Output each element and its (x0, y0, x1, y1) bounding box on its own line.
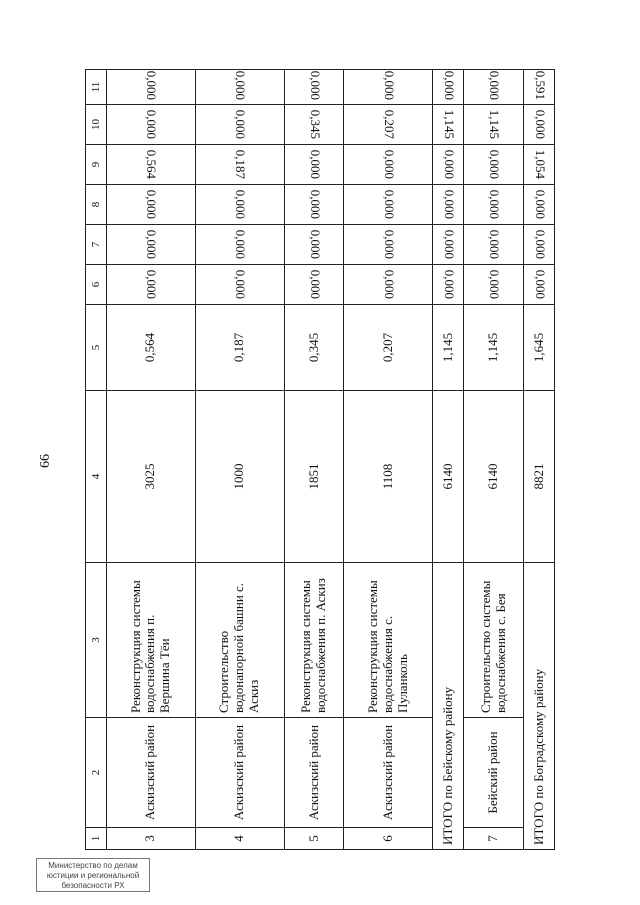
value-cell (284, 185, 344, 225)
row-number: 6 (344, 828, 433, 850)
value-cell (195, 105, 284, 145)
value-cell (433, 185, 464, 225)
value-cell: 1,145 (464, 305, 524, 391)
value-text: 0,000 (307, 269, 323, 300)
value-text: 0,000 (441, 269, 457, 300)
value-cell (433, 265, 464, 305)
value-text: 0,000 (381, 149, 397, 180)
value-text: 0,000 (532, 269, 548, 300)
value-cell (344, 105, 433, 145)
value-text: 0,000 (233, 189, 249, 220)
value-cell (195, 185, 284, 225)
value-text: 0,000 (144, 109, 160, 140)
value-cell: 0,207 (344, 305, 433, 391)
value-cell: 1,145 (433, 305, 464, 391)
header-cell: 11 (86, 70, 107, 105)
value-cell (195, 70, 284, 105)
value-text: 0,000 (233, 70, 249, 100)
value-cell (195, 145, 284, 185)
value-cell (107, 265, 196, 305)
value-cell (464, 225, 524, 265)
value-text: 0,000 (233, 229, 249, 260)
value-cell (284, 105, 344, 145)
value-cell: 0,345 (284, 305, 344, 391)
value-text: 0,000 (487, 269, 503, 300)
value-cell (195, 265, 284, 305)
value-cell (464, 145, 524, 185)
row-number: 7 (464, 828, 524, 850)
value-text: 0,000 (144, 70, 160, 100)
value-text: 0,000 (144, 269, 160, 300)
value-text: 0,000 (307, 229, 323, 260)
value-cell (107, 105, 196, 145)
value-text: 0,000 (144, 189, 160, 220)
value-text: 0,000 (487, 70, 503, 100)
value-text: 0,000 (381, 189, 397, 220)
value-cell (433, 105, 464, 145)
value-text: 1,145 (441, 109, 457, 140)
stamp-line: Министерство по делам (48, 861, 138, 870)
total-row-beya (433, 70, 464, 850)
project-cell: Строительство водонапорной башни с. Аскиз (195, 563, 284, 718)
table-row (107, 70, 196, 850)
value-text: 1,145 (487, 109, 503, 140)
value-text: 0,000 (487, 229, 503, 260)
header-cell: 6 (86, 265, 107, 305)
value-text: 0,000 (532, 189, 548, 220)
table-row (344, 70, 433, 850)
row-number: 5 (284, 828, 344, 850)
value-cell (433, 70, 464, 105)
value-cell: 1108 (344, 391, 433, 563)
value-text: 0,000 (441, 229, 457, 260)
header-cell: 2 (86, 718, 107, 828)
stamp-line: безопасности РХ (61, 881, 125, 890)
value-cell (524, 145, 555, 185)
value-cell (524, 225, 555, 265)
value-cell (344, 70, 433, 105)
value-cell (524, 185, 555, 225)
value-cell (284, 225, 344, 265)
value-text: 0,000 (233, 269, 249, 300)
header-cell: 10 (86, 105, 107, 145)
value-cell (433, 145, 464, 185)
project-cell: Реконструкция системы водоснабжения с. Пуланколь (344, 563, 433, 718)
value-text: 0,000 (233, 109, 249, 140)
header-row (86, 70, 107, 850)
value-text: 0,564 (144, 149, 160, 180)
value-cell: 1851 (284, 391, 344, 563)
value-text: 0,000 (307, 149, 323, 180)
value-cell: 0,564 (107, 305, 196, 391)
value-text: 1,054 (532, 149, 548, 180)
value-text: 0,207 (381, 109, 397, 140)
district-cell: Бейский район (464, 718, 524, 828)
header-cell: 8 (86, 185, 107, 225)
value-text: 0,000 (381, 70, 397, 100)
value-cell (107, 145, 196, 185)
row-number: 3 (107, 828, 196, 850)
value-text: 0,591 (532, 70, 548, 100)
header-cell: 1 (86, 828, 107, 850)
page-number: 66 (38, 454, 53, 468)
value-cell (464, 70, 524, 105)
value-text: 0,000 (144, 229, 160, 260)
value-cell (284, 265, 344, 305)
header-cell: 7 (86, 225, 107, 265)
value-cell (524, 70, 555, 105)
value-text: 0,000 (307, 189, 323, 220)
project-cell: Реконструкция системы водоснабжения п. Вершина Тёи (107, 563, 196, 718)
value-cell (433, 225, 464, 265)
header-cell: 9 (86, 145, 107, 185)
value-text: 0,187 (233, 149, 249, 180)
total-label: ИТОГО по Бейскому району (433, 563, 464, 850)
value-cell (107, 70, 196, 105)
value-cell: 6140 (464, 391, 524, 563)
total-row-bograd (524, 70, 555, 850)
table-row (464, 70, 524, 850)
value-cell (344, 145, 433, 185)
value-cell (344, 185, 433, 225)
value-cell (195, 225, 284, 265)
table-row (195, 70, 284, 850)
value-cell (284, 70, 344, 105)
data-table (85, 69, 555, 850)
registration-stamp (36, 858, 150, 892)
value-cell: 0,187 (195, 305, 284, 391)
value-text: 0,000 (441, 149, 457, 180)
value-cell: 1,645 (524, 305, 555, 391)
table-row (284, 70, 344, 850)
district-cell: Аскизский район (107, 718, 196, 828)
project-cell: Строительство системы водоснабжения с. Бея (464, 563, 524, 718)
header-cell: 5 (86, 305, 107, 391)
value-cell (284, 145, 344, 185)
district-cell: Аскизский район (344, 718, 433, 828)
value-cell (464, 185, 524, 225)
value-cell (464, 265, 524, 305)
value-text: 0,345 (307, 109, 323, 140)
value-text: 0,000 (487, 189, 503, 220)
header-cell: 4 (86, 391, 107, 563)
value-cell (464, 105, 524, 145)
value-text: 0,000 (381, 269, 397, 300)
value-cell: 8821 (524, 391, 555, 563)
district-cell: Аскизский район (284, 718, 344, 828)
header-cell: 3 (86, 563, 107, 718)
value-text: 0,000 (441, 70, 457, 100)
stamp-line: юстиции и региональной (46, 871, 140, 880)
value-text: 0,000 (532, 229, 548, 260)
value-text: 0,000 (307, 70, 323, 100)
value-cell (524, 105, 555, 145)
value-text: 0,000 (487, 149, 503, 180)
value-cell: 6140 (433, 391, 464, 563)
table-container (85, 70, 555, 850)
value-cell (107, 185, 196, 225)
value-cell (107, 225, 196, 265)
total-label: ИТОГО по Боградскому району (524, 563, 555, 850)
value-text: 0,000 (381, 229, 397, 260)
value-cell: 1000 (195, 391, 284, 563)
value-cell (524, 265, 555, 305)
value-text: 0,000 (532, 109, 548, 140)
value-cell (344, 225, 433, 265)
row-number: 4 (195, 828, 284, 850)
value-cell: 3025 (107, 391, 196, 563)
project-cell: Реконструкция системы водоснабжения п. Аскиз (284, 563, 344, 718)
value-cell (344, 265, 433, 305)
value-text: 0,000 (441, 189, 457, 220)
district-cell: Аскизский район (195, 718, 284, 828)
